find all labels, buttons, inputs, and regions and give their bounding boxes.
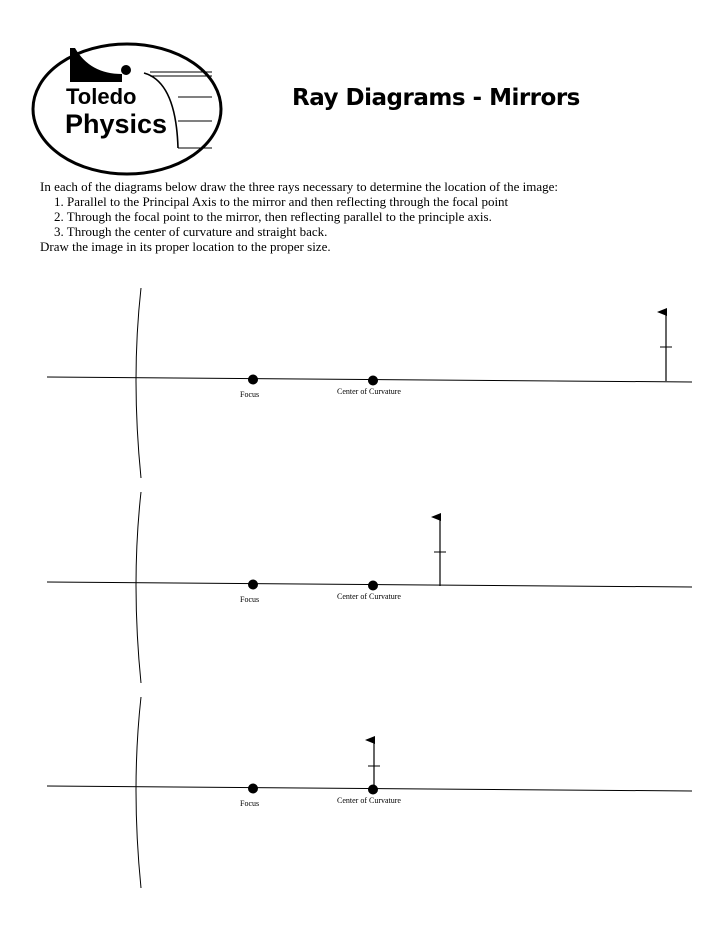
- instructions-intro: In each of the diagrams below draw the three rays necessary to determine the location of the image:: [40, 179, 558, 194]
- logo-word-toledo: Toledo: [66, 84, 137, 109]
- page-title: Ray Diagrams - Mirrors: [292, 85, 580, 111]
- center-of-curvature-label: Center of Curvature: [337, 592, 401, 601]
- instructions-closing: Draw the image in its proper location to the proper size.: [40, 239, 331, 254]
- focus-label: Focus: [240, 799, 260, 808]
- center-of-curvature-label: Center of Curvature: [337, 387, 401, 396]
- center-of-curvature-point: [368, 785, 378, 795]
- focus-point: [248, 784, 258, 794]
- instruction-step-3: 3. Through the center of curvature and straight back.: [54, 224, 328, 239]
- diagram-2: [47, 492, 692, 683]
- center-of-curvature-label: Center of Curvature: [337, 796, 401, 805]
- focus-point: [248, 375, 258, 385]
- center-of-curvature-point: [368, 581, 378, 591]
- diagram-3: [47, 697, 692, 888]
- focus-label: Focus: [240, 390, 260, 399]
- logo-word-physics: Physics: [65, 109, 168, 139]
- diagram-1: [47, 288, 692, 478]
- instruction-step-2: 2. Through the focal point to the mirror, then reflecting parallel to the principle axis.: [54, 209, 492, 224]
- focus-point: [248, 580, 258, 590]
- concave-mirror: [136, 697, 141, 888]
- center-of-curvature-point: [368, 376, 378, 386]
- concave-mirror: [136, 288, 141, 478]
- focus-label: Focus: [240, 595, 260, 604]
- concave-mirror: [136, 492, 141, 683]
- instruction-step-1: 1. Parallel to the Principal Axis to the mirror and then reflecting through the focal point: [54, 194, 509, 209]
